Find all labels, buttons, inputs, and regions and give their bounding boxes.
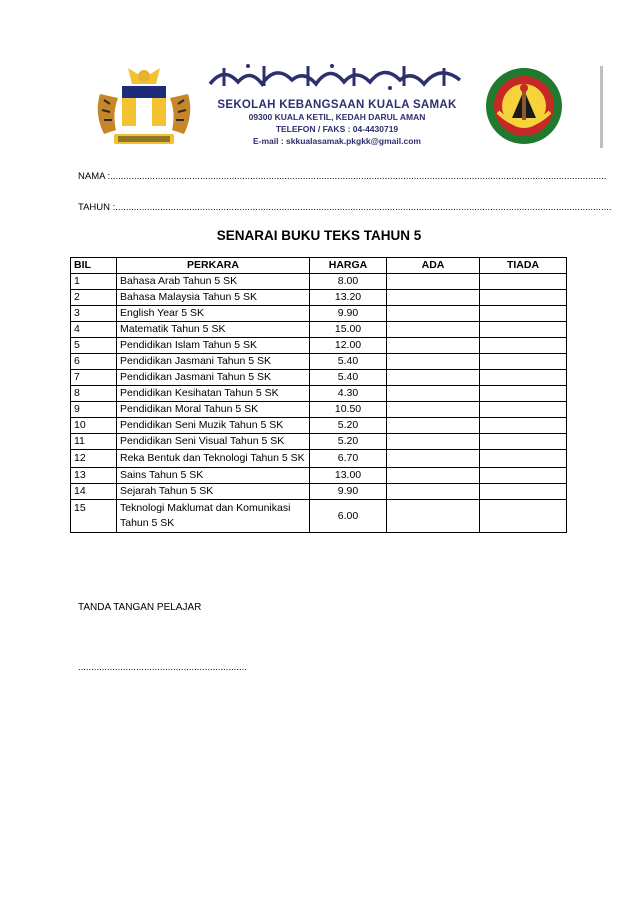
- row-perkara: Teknologi Maklumat dan Komunikasi Tahun 5 SK: [117, 500, 310, 533]
- row-ada-checkbox[interactable]: [387, 274, 480, 290]
- header-harga: HARGA: [310, 258, 387, 274]
- row-ada-checkbox[interactable]: [387, 338, 480, 354]
- table-row: [71, 338, 567, 354]
- row-harga: 4.30: [310, 386, 387, 402]
- row-harga: 5.40: [310, 370, 387, 386]
- row-perkara: Bahasa Arab Tahun 5 SK: [117, 274, 310, 290]
- row-perkara: Pendidikan Jasmani Tahun 5 SK: [117, 370, 310, 386]
- tahun-field[interactable]: [78, 202, 612, 213]
- signature-label: TANDA TANGAN PELAJAR: [78, 602, 202, 613]
- row-harga: 6.70: [310, 450, 387, 468]
- table-row: [71, 370, 567, 386]
- row-perkara: Pendidikan Seni Visual Tahun 5 SK: [117, 434, 310, 450]
- table-row: [71, 306, 567, 322]
- row-bil: 8: [71, 386, 117, 402]
- row-ada-checkbox[interactable]: [387, 354, 480, 370]
- school-address: 09300 KUALA KETIL, KEDAH DARUL AMAN: [248, 112, 426, 122]
- row-harga: 6.00: [310, 500, 387, 533]
- row-bil: 2: [71, 290, 117, 306]
- row-tiada-checkbox[interactable]: [480, 338, 567, 354]
- nama-dots: ............................................................................................................................................................................................: [110, 171, 607, 182]
- row-bil: 13: [71, 468, 117, 484]
- school-jawi-name: [204, 60, 470, 92]
- row-perkara: Sains Tahun 5 SK: [117, 468, 310, 484]
- row-perkara: Reka Bentuk dan Teknologi Tahun 5 SK: [117, 450, 310, 468]
- row-ada-checkbox[interactable]: [387, 290, 480, 306]
- row-perkara: Pendidikan Islam Tahun 5 SK: [117, 338, 310, 354]
- row-tiada-checkbox[interactable]: [480, 500, 567, 533]
- row-perkara: Bahasa Malaysia Tahun 5 SK: [117, 290, 310, 306]
- school-phone: TELEFON / FAKS : 04-4430719: [275, 124, 399, 134]
- table-header-row: [71, 258, 567, 274]
- table-row: [71, 434, 567, 450]
- header-tiada: TIADA: [480, 258, 567, 274]
- row-harga: 15.00: [310, 322, 387, 338]
- row-ada-checkbox[interactable]: [387, 450, 480, 468]
- row-harga: 8.00: [310, 274, 387, 290]
- table-row: [71, 468, 567, 484]
- tahun-dots: ............................................................................................................................................................................................: [115, 202, 612, 213]
- row-ada-checkbox[interactable]: [387, 468, 480, 484]
- row-ada-checkbox[interactable]: [387, 418, 480, 434]
- nama-label: NAMA :: [78, 171, 111, 182]
- row-ada-checkbox[interactable]: [387, 370, 480, 386]
- row-bil: 4: [71, 322, 117, 338]
- malaysia-coat-of-arms-icon: [92, 64, 196, 150]
- table-row: [71, 450, 567, 468]
- table-row: [71, 290, 567, 306]
- row-perkara: English Year 5 SK: [117, 306, 310, 322]
- row-harga: 13.00: [310, 468, 387, 484]
- table-row: [71, 274, 567, 290]
- school-email: E-mail : skkualasamak.pkgkk@gmail.com: [253, 136, 421, 146]
- textbook-table: [70, 257, 567, 533]
- signature-line[interactable]: ................................................................: [78, 662, 247, 673]
- school-badge-icon: [484, 66, 564, 146]
- row-tiada-checkbox[interactable]: [480, 450, 567, 468]
- school-info: [204, 60, 470, 148]
- row-bil: 6: [71, 354, 117, 370]
- row-tiada-checkbox[interactable]: [480, 370, 567, 386]
- header-bil: BIL: [71, 258, 117, 274]
- row-tiada-checkbox[interactable]: [480, 434, 567, 450]
- row-harga: 12.00: [310, 338, 387, 354]
- row-harga: 10.50: [310, 402, 387, 418]
- table-row: [71, 354, 567, 370]
- row-ada-checkbox[interactable]: [387, 484, 480, 500]
- row-harga: 5.20: [310, 434, 387, 450]
- row-ada-checkbox[interactable]: [387, 306, 480, 322]
- row-ada-checkbox[interactable]: [387, 322, 480, 338]
- row-perkara: Sejarah Tahun 5 SK: [117, 484, 310, 500]
- row-tiada-checkbox[interactable]: [480, 274, 567, 290]
- row-perkara: Pendidikan Kesihatan Tahun 5 SK: [117, 386, 310, 402]
- row-harga: 5.20: [310, 418, 387, 434]
- row-ada-checkbox[interactable]: [387, 386, 480, 402]
- row-bil: 5: [71, 338, 117, 354]
- table-row: [71, 500, 567, 533]
- row-bil: 9: [71, 402, 117, 418]
- row-harga: 13.20: [310, 290, 387, 306]
- nama-field[interactable]: [78, 171, 607, 182]
- row-tiada-checkbox[interactable]: [480, 306, 567, 322]
- letterhead: [92, 60, 572, 150]
- header-perkara: PERKARA: [117, 258, 310, 274]
- table-row: [71, 484, 567, 500]
- row-harga: 9.90: [310, 306, 387, 322]
- document-title: SENARAI BUKU TEKS TAHUN 5: [216, 228, 422, 243]
- row-tiada-checkbox[interactable]: [480, 402, 567, 418]
- row-perkara: Pendidikan Jasmani Tahun 5 SK: [117, 354, 310, 370]
- row-ada-checkbox[interactable]: [387, 434, 480, 450]
- row-ada-checkbox[interactable]: [387, 402, 480, 418]
- row-tiada-checkbox[interactable]: [480, 484, 567, 500]
- row-bil: 10: [71, 418, 117, 434]
- row-harga: 5.40: [310, 354, 387, 370]
- page-edge-bar: [600, 66, 603, 148]
- row-bil: 3: [71, 306, 117, 322]
- row-bil: 14: [71, 484, 117, 500]
- row-harga: 9.90: [310, 484, 387, 500]
- row-bil: 7: [71, 370, 117, 386]
- row-tiada-checkbox[interactable]: [480, 322, 567, 338]
- tahun-label: TAHUN :: [78, 202, 116, 213]
- row-bil: 15: [71, 500, 117, 533]
- table-row: [71, 418, 567, 434]
- row-tiada-checkbox[interactable]: [480, 290, 567, 306]
- row-perkara: Pendidikan Seni Muzik Tahun 5 SK: [117, 418, 310, 434]
- row-bil: 12: [71, 450, 117, 468]
- school-name: SEKOLAH KEBANGSAAN KUALA SAMAK: [217, 99, 457, 111]
- row-tiada-checkbox[interactable]: [480, 354, 567, 370]
- row-bil: 1: [71, 274, 117, 290]
- row-tiada-checkbox[interactable]: [480, 468, 567, 484]
- row-ada-checkbox[interactable]: [387, 500, 480, 533]
- table-row: [71, 386, 567, 402]
- header-ada: ADA: [387, 258, 480, 274]
- table-row: [71, 322, 567, 338]
- row-perkara: Pendidikan Moral Tahun 5 SK: [117, 402, 310, 418]
- row-tiada-checkbox[interactable]: [480, 386, 567, 402]
- row-bil: 11: [71, 434, 117, 450]
- row-tiada-checkbox[interactable]: [480, 418, 567, 434]
- table-row: [71, 402, 567, 418]
- row-perkara: Matematik Tahun 5 SK: [117, 322, 310, 338]
